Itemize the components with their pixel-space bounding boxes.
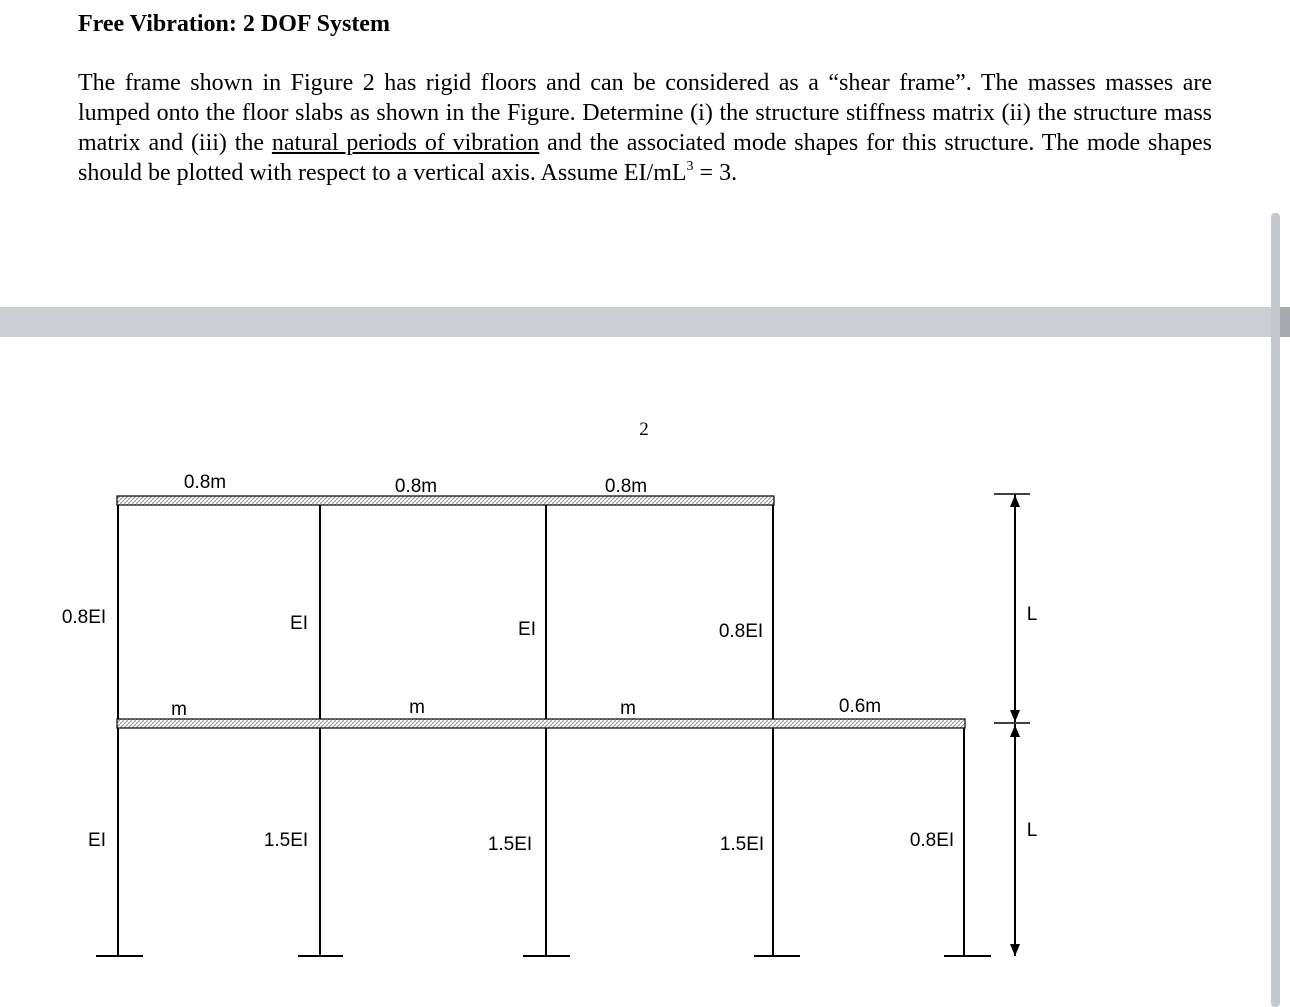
bottom-mass-label-3: m — [620, 698, 636, 719]
upper-column-label-1: 0.8EI — [61, 607, 107, 628]
statement-part-2: and the associated mode shapes for this structure. The mode shapes should be plotted with respect to a vertical axis. Assume EI/mL — [78, 130, 1212, 186]
height-label-lower: L — [1026, 820, 1038, 841]
arrowhead-down-2 — [1010, 944, 1020, 956]
statement-superscript: 3 — [686, 159, 694, 174]
statement-part-1: The frame shown in Figure 2 has rigid floors and can be considered as a “shear frame”. The masses masses are lumped onto the floor slabs as shown in the Figure. Determine (i) the structure stiffness matrix (ii) the structure mass matrix and (iii) the — [78, 70, 1212, 156]
page-heading: Free Vibration: 2 DOF System — [78, 11, 390, 37]
lower-column-label-5: 0.8EI — [909, 830, 955, 851]
arrowhead-up-2 — [1010, 725, 1020, 737]
arrowhead-down-1 — [1010, 710, 1020, 722]
bottom-mass-label-2: m — [409, 697, 425, 718]
lower-column-label-2: 1.5EI — [263, 830, 309, 851]
top-floor-slab — [117, 496, 774, 505]
lower-column-label-1: EI — [88, 830, 106, 851]
lower-column-label-3: 1.5EI — [487, 834, 533, 855]
vertical-scrollbar[interactable] — [1271, 213, 1280, 1007]
height-label-upper: L — [1026, 604, 1038, 625]
statement-part-3: = 3. — [693, 160, 738, 186]
bottom-floor-slab — [117, 719, 965, 728]
top-mass-label-1: 0.8m — [183, 472, 227, 493]
upper-column-label-4: 0.8EI — [718, 621, 764, 642]
bottom-mass-label-4: 0.6m — [838, 696, 882, 717]
bottom-mass-label-1: m — [171, 699, 187, 720]
upper-column-label-3: EI — [518, 619, 536, 640]
page-number: 2 — [639, 419, 649, 440]
top-mass-label-2: 0.8m — [394, 476, 438, 497]
top-mass-label-3: 0.8m — [604, 476, 648, 497]
arrowhead-up-1 — [1010, 495, 1020, 507]
statement-underlined: natural periods of vibration — [271, 130, 540, 156]
upper-column-label-2: EI — [290, 613, 308, 634]
lower-column-label-4: 1.5EI — [719, 834, 765, 855]
